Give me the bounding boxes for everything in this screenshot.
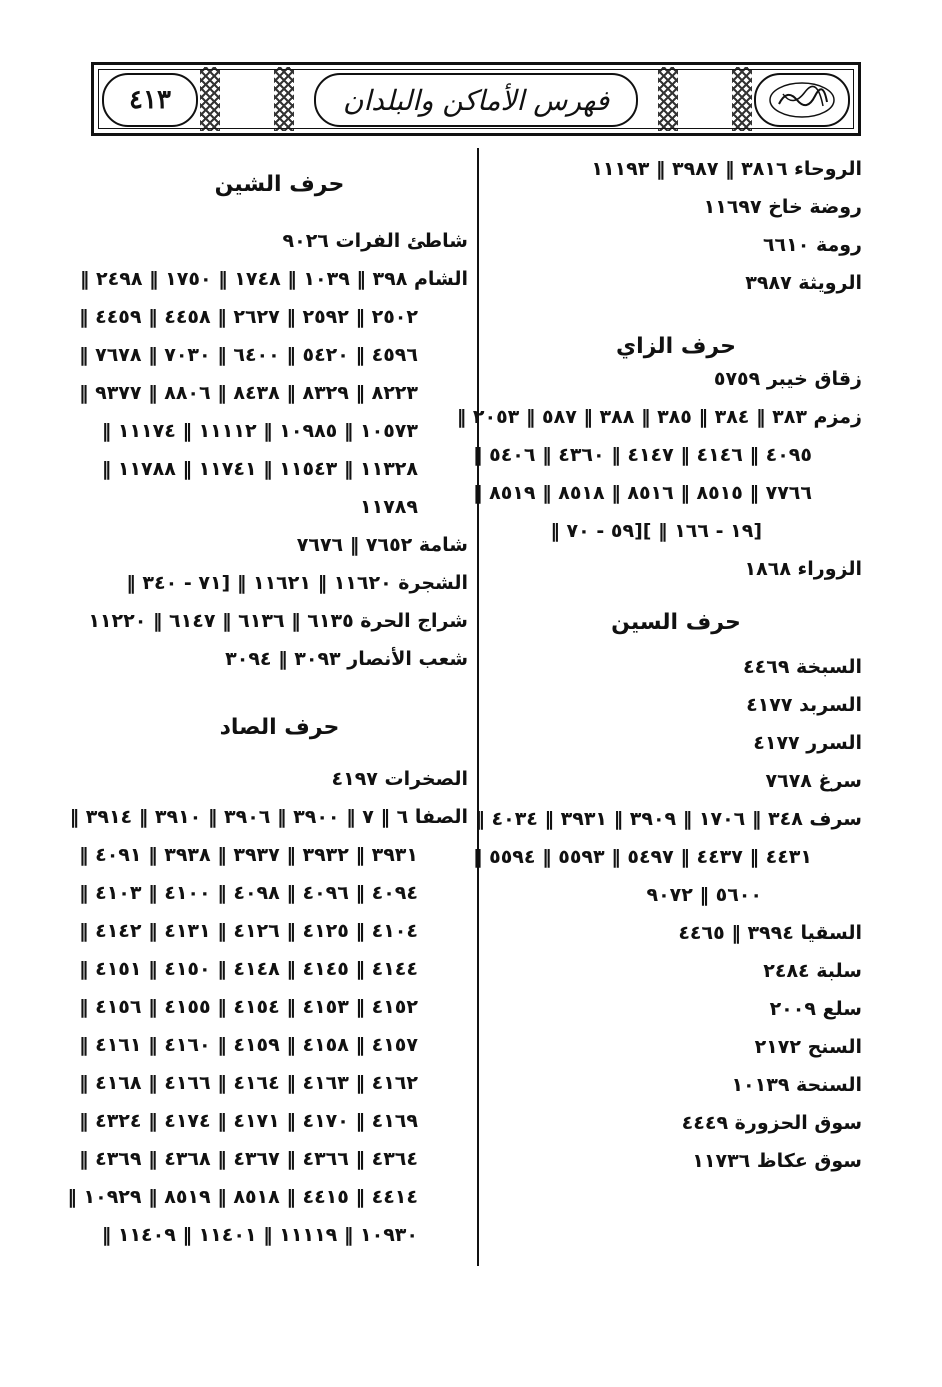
ornament-left <box>200 67 220 131</box>
section-heading-zay: حرف الزاي <box>616 334 736 359</box>
right-column <box>456 148 862 1180</box>
list-item: ١٠٩٣٠ ‖ ١١١١٩ ‖ ١١٤٠١ ‖ ١١٤٠٩ ‖ <box>101 1224 418 1246</box>
list-item: ٤١٥٢ ‖ ٤١٥٣ ‖ ٤١٥٤ ‖ ٤١٥٥ ‖ ٤١٥٦ ‖ <box>78 996 418 1018</box>
ornament-left-2 <box>274 67 294 131</box>
list-item: ٧٧٦٦ ‖ ٨٥١٥ ‖ ٨٥١٦ ‖ ٨٥١٨ ‖ ٨٥١٩ ‖ <box>472 482 812 504</box>
list-item: سلبة ٢٤٨٤ <box>763 960 862 982</box>
list-item: الصفا ٦ ‖ ٧ ‖ ٣٩٠٠ ‖ ٣٩٠٦ ‖ ٣٩١٠ ‖ ٣٩١٤ ‖ <box>69 806 468 828</box>
column-divider <box>477 148 479 1266</box>
list-item: ٨٢٢٣ ‖ ٨٣٢٩ ‖ ٨٤٣٨ ‖ ٨٨٠٦ ‖ ٩٣٧٧ ‖ <box>78 382 418 404</box>
section-heading-shin: حرف الشين <box>214 172 345 197</box>
list-item: ٤٤٣١ ‖ ٤٤٣٧ ‖ ٥٤٩٧ ‖ ٥٥٩٣ ‖ ٥٥٩٤ ‖ <box>472 846 812 868</box>
page-header <box>91 62 861 136</box>
list-item: ٤٠٩٤ ‖ ٤٠٩٦ ‖ ٤٠٩٨ ‖ ٤١٠٠ ‖ ٤١٠٣ ‖ <box>78 882 418 904</box>
list-item: ٤٣٦٤ ‖ ٤٣٦٦ ‖ ٤٣٦٧ ‖ ٤٣٦٨ ‖ ٤٣٦٩ ‖ <box>78 1148 418 1170</box>
list-item: السربد ٤١٧٧ <box>746 694 862 716</box>
list-item: روضة خاخ ١١٦٩٧ <box>703 196 862 218</box>
list-item: السبخة ٤٤٦٩ <box>743 656 862 678</box>
list-item: السنح ٢١٧٢ <box>754 1036 862 1058</box>
list-item: زقاق خيبر ٥٧٥٩ <box>713 368 862 390</box>
section-heading-sin: حرف السين <box>611 610 741 635</box>
list-item: السنحة ١٠١٣٩ <box>731 1074 862 1096</box>
book-seal-icon <box>754 73 850 127</box>
list-item: سوق عكاظ ١١٧٣٦ <box>692 1150 862 1172</box>
list-item: ٤١٦٩ ‖ ٤١٧٠ ‖ ٤١٧١ ‖ ٤١٧٤ ‖ ٤٣٢٤ ‖ <box>78 1110 418 1132</box>
list-item: ٤٠٩٥ ‖ ٤١٤٦ ‖ ٤١٤٧ ‖ ٤٣٦٠ ‖ ٥٤٠٦ ‖ <box>472 444 812 466</box>
list-item: الزوراء ١٨٦٨ <box>744 558 862 580</box>
list-item: ١٠٥٧٣ ‖ ١٠٩٨٥ ‖ ١١١١٢ ‖ ١١١٧٤ ‖ <box>101 420 418 442</box>
list-item: ١١٣٢٨ ‖ ١١٥٤٣ ‖ ١١٧٤١ ‖ ١١٧٨٨ ‖ <box>101 458 418 480</box>
list-item: سرغ ٧٦٧٨ <box>765 770 862 792</box>
list-item: ٣٩٣١ ‖ ٣٩٣٢ ‖ ٣٩٣٧ ‖ ٣٩٣٨ ‖ ٤٠٩١ ‖ <box>78 844 418 866</box>
list-item: ٢٥٠٢ ‖ ٢٥٩٢ ‖ ٢٦٢٧ ‖ ٤٤٥٨ ‖ ٤٤٥٩ ‖ <box>78 306 418 328</box>
list-item: [١٩ - ١٦٦ ‖ ][٥٩ - ٧٠ ‖ <box>550 520 762 542</box>
list-item: ٤١٤٤ ‖ ٤١٤٥ ‖ ٤١٤٨ ‖ ٤١٥٠ ‖ ٤١٥١ ‖ <box>78 958 418 980</box>
list-item: ٤١٥٧ ‖ ٤١٥٨ ‖ ٤١٥٩ ‖ ٤١٦٠ ‖ ٤١٦١ ‖ <box>78 1034 418 1056</box>
list-item: ٤١٠٤ ‖ ٤١٢٥ ‖ ٤١٢٦ ‖ ٤١٣١ ‖ ٤١٤٢ ‖ <box>78 920 418 942</box>
list-item: الرويثة ٣٩٨٧ <box>745 272 862 294</box>
section-heading-sad: حرف الصاد <box>219 715 340 740</box>
list-item: السرر ٤١٧٧ <box>753 732 862 754</box>
list-item: سلع ٢٠٠٩ <box>769 998 862 1020</box>
list-item: شراج الحرة ٦١٣٥ ‖ ٦١٣٦ ‖ ٦١٤٧ ‖ ١١٢٢٠ <box>88 610 468 632</box>
list-item: سوق الحزورة ٤٤٤٩ <box>681 1112 862 1134</box>
list-item: زمزم ٣٨٣ ‖ ٣٨٤ ‖ ٣٨٥ ‖ ٣٨٨ ‖ ٥٨٧ ‖ ٢٠٥٣ ‖ <box>456 406 862 428</box>
list-item: ١١٧٨٩ <box>360 496 418 518</box>
list-item: ٤٤١٤ ‖ ٤٤١٥ ‖ ٨٥١٨ ‖ ٨٥١٩ ‖ ١٠٩٢٩ ‖ <box>67 1186 418 1208</box>
list-item: ٤١٦٢ ‖ ٤١٦٣ ‖ ٤١٦٤ ‖ ٤١٦٦ ‖ ٤١٦٨ ‖ <box>78 1072 418 1094</box>
ornament-right <box>732 67 752 131</box>
list-item: شاطئ الفرات ٩٠٢٦ <box>282 230 468 252</box>
list-item: الروحاء ٣٨١٦ ‖ ٣٩٨٧ ‖ ١١١٩٣ <box>591 158 862 180</box>
list-item: الشجرة ١١٦٢٠ ‖ ١١٦٢١ ‖ [٧١ - ٣٤٠ ‖ <box>126 572 468 594</box>
list-item: الصخرات ٤١٩٧ <box>331 768 468 790</box>
list-item: رومة ٦٦١٠ <box>762 234 862 256</box>
list-item: شعب الأنصار ٣٠٩٣ ‖ ٣٠٩٤ <box>225 648 468 670</box>
list-item: ٥٦٠٠ ‖ ٩٠٧٢ <box>646 884 762 906</box>
page-number: ٤١٣ <box>102 73 198 127</box>
list-item: السقيا ٣٩٩٤ ‖ ٤٤٦٥ <box>678 922 862 944</box>
list-item: ٤٥٩٦ ‖ ٥٤٢٠ ‖ ٦٤٠٠ ‖ ٧٠٣٠ ‖ ٧٦٧٨ ‖ <box>78 344 418 366</box>
page-title: فهرس الأماكن والبلدان <box>314 73 638 127</box>
left-column <box>67 148 468 1254</box>
list-item: شامة ٧٦٥٢ ‖ ٧٦٧٦ <box>296 534 468 556</box>
list-item: سرف ٣٤٨ ‖ ١٧٠٦ ‖ ٣٩٠٩ ‖ ٣٩٣١ ‖ ٤٠٣٤ ‖ <box>475 808 862 830</box>
list-item: الشام ٣٩٨ ‖ ١٠٣٩ ‖ ١٧٤٨ ‖ ١٧٥٠ ‖ ٢٤٩٨ ‖ <box>79 268 468 290</box>
ornament-right-2 <box>658 67 678 131</box>
